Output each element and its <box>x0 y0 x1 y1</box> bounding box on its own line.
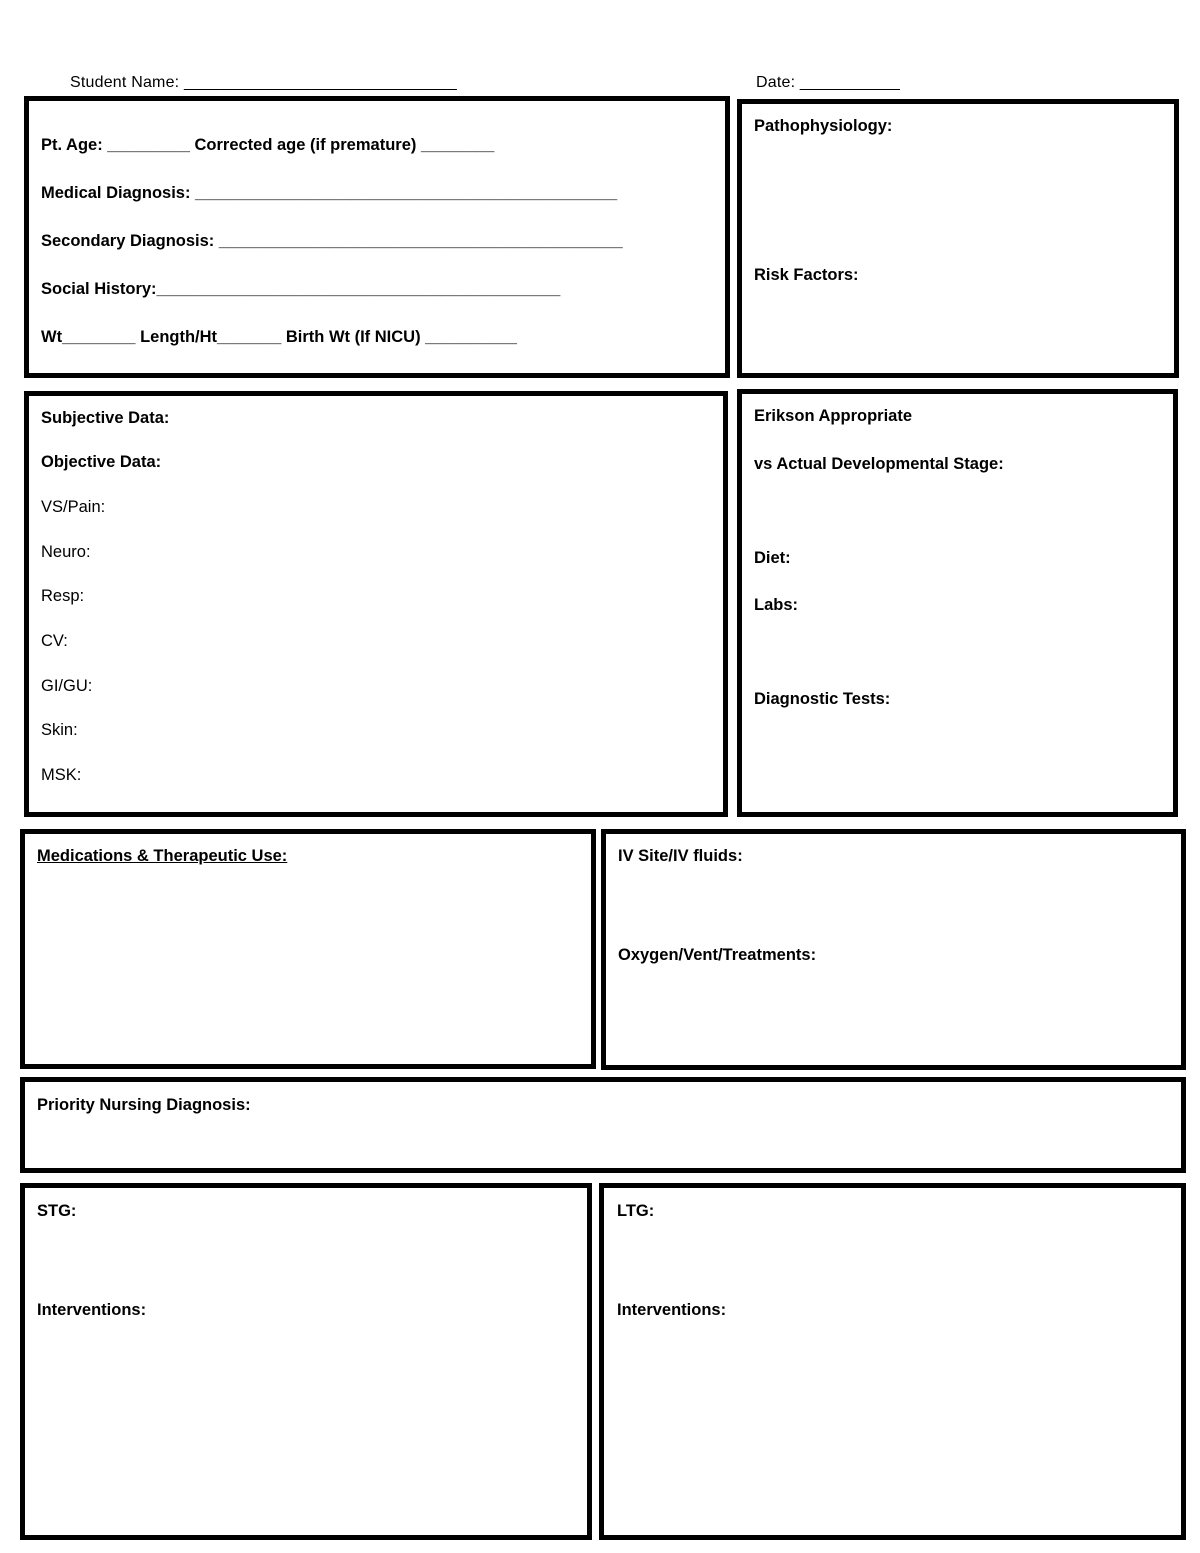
iv-box <box>601 829 1186 1070</box>
stg-box <box>20 1183 592 1540</box>
erikson-label-line1: Erikson Appropriate <box>754 407 912 425</box>
priority-diagnosis-box <box>20 1077 1186 1173</box>
gi-gu-label: GI/GU: <box>41 677 93 695</box>
objective-data-label: Objective Data: <box>41 453 162 471</box>
date-field[interactable]: Date: ___________ <box>756 74 900 91</box>
patient-age-field[interactable]: Pt. Age: _________ Corrected age (if premature) ________ <box>41 136 495 154</box>
secondary-diagnosis-field[interactable]: Secondary Diagnosis: ____________________________________________ <box>41 232 623 250</box>
msk-label: MSK: <box>41 766 82 784</box>
stg-interventions-label: Interventions: <box>37 1301 147 1319</box>
medications-label: Medications & Therapeutic Use: <box>37 847 288 865</box>
oxygen-vent-label: Oxygen/Vent/Treatments: <box>618 946 817 964</box>
skin-label: Skin: <box>41 721 78 739</box>
student-name-field[interactable]: Student Name: ______________________________ <box>70 74 457 91</box>
patient-info-box <box>24 96 730 378</box>
development-box <box>737 389 1178 817</box>
risk-factors-label: Risk Factors: <box>754 266 859 284</box>
diagnostic-tests-label: Diagnostic Tests: <box>754 690 891 708</box>
neuro-label: Neuro: <box>41 543 91 561</box>
labs-label: Labs: <box>754 596 799 614</box>
pathophysiology-box <box>737 99 1179 378</box>
subjective-data-label: Subjective Data: <box>41 409 170 427</box>
ltg-interventions-label: Interventions: <box>617 1301 727 1319</box>
medications-box <box>20 829 596 1069</box>
cv-label: CV: <box>41 632 68 650</box>
ltg-box <box>599 1183 1186 1540</box>
stg-label: STG: <box>37 1202 77 1220</box>
measurements-field[interactable]: Wt________ Length/Ht_______ Birth Wt (If NICU) __________ <box>41 328 517 346</box>
pathophysiology-label: Pathophysiology: <box>754 117 893 135</box>
priority-diagnosis-label: Priority Nursing Diagnosis: <box>37 1096 251 1114</box>
vs-pain-label: VS/Pain: <box>41 498 106 516</box>
ltg-label: LTG: <box>617 1202 655 1220</box>
diet-label: Diet: <box>754 549 791 567</box>
erikson-label-line2: vs Actual Developmental Stage: <box>754 455 1004 473</box>
medical-diagnosis-field[interactable]: Medical Diagnosis: ______________________________________________ <box>41 184 618 202</box>
social-history-field[interactable]: Social History:____________________________________________ <box>41 280 561 298</box>
resp-label: Resp: <box>41 587 85 605</box>
assessment-box <box>24 391 728 817</box>
iv-site-label: IV Site/IV fluids: <box>618 847 743 865</box>
